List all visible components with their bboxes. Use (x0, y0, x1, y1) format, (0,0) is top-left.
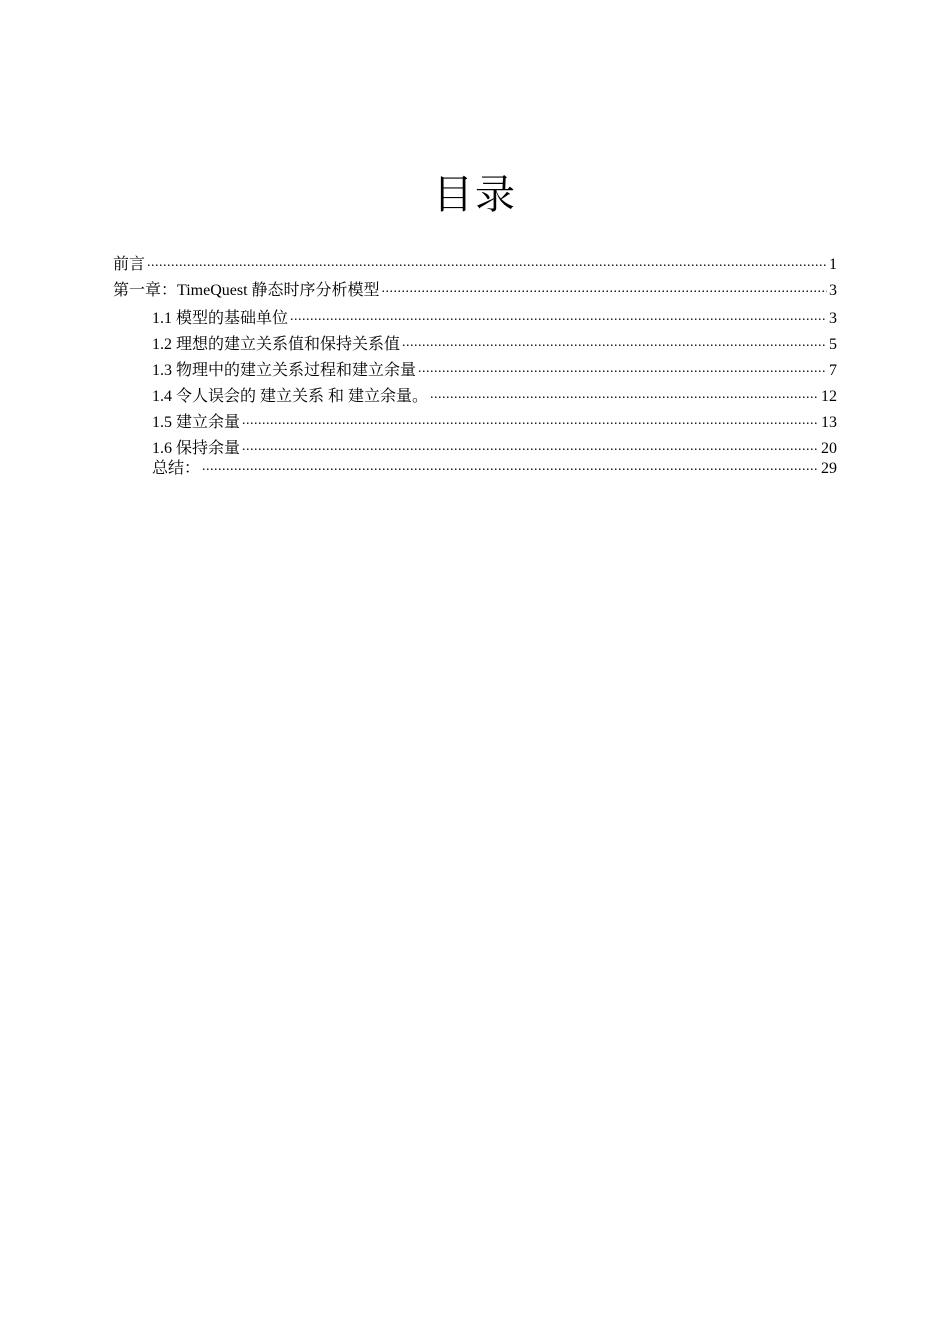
toc-entry[interactable] (113, 406, 837, 432)
dot-leader (202, 460, 819, 474)
toc-entry-page: 5 (829, 336, 837, 353)
toc-entry-label: 前言 (113, 256, 146, 273)
toc-entry[interactable] (113, 300, 837, 328)
dot-leader (418, 362, 827, 376)
toc-entry-label: 1.4 令人误会的 建立关系 和 建立余量。 (152, 388, 429, 405)
dot-leader (290, 310, 827, 324)
toc-entry-label: 1.2 理想的建立关系值和保持关系值 (152, 336, 401, 353)
toc-entry[interactable] (113, 250, 837, 274)
toc-entry-page: 3 (829, 310, 837, 327)
toc-entry-label: 1.1 模型的基础单位 (152, 310, 289, 327)
toc-entry-page: 29 (821, 460, 837, 477)
toc-entry[interactable] (113, 380, 837, 406)
toc-entry[interactable] (113, 328, 837, 354)
dot-leader (242, 440, 819, 454)
toc-entry-label: 总结： (152, 460, 201, 477)
toc-entry[interactable] (113, 458, 837, 478)
toc-entry-label: 第一章：TimeQuest 静态时序分析模型 (113, 282, 380, 299)
table-of-contents (113, 250, 837, 478)
toc-entry-label: 1.3 物理中的建立关系过程和建立余量 (152, 362, 417, 379)
toc-entry[interactable] (113, 274, 837, 300)
toc-entry-label: 1.6 保持余量 (152, 440, 241, 457)
toc-entry-page: 13 (821, 414, 837, 431)
dot-leader (382, 282, 827, 296)
toc-entry-page: 12 (821, 388, 837, 405)
toc-entry-page: 1 (829, 256, 837, 273)
toc-entry[interactable] (113, 432, 837, 458)
toc-entry-label: 1.5 建立余量 (152, 414, 241, 431)
toc-title: 目录 (433, 172, 517, 218)
dot-leader (242, 414, 819, 428)
toc-entry-page: 20 (821, 440, 837, 457)
dot-leader (147, 256, 827, 270)
toc-entry-page: 7 (829, 362, 837, 379)
toc-entry-page: 3 (829, 282, 837, 299)
dot-leader (402, 336, 827, 350)
dot-leader (430, 388, 819, 402)
toc-entry[interactable] (113, 354, 837, 380)
